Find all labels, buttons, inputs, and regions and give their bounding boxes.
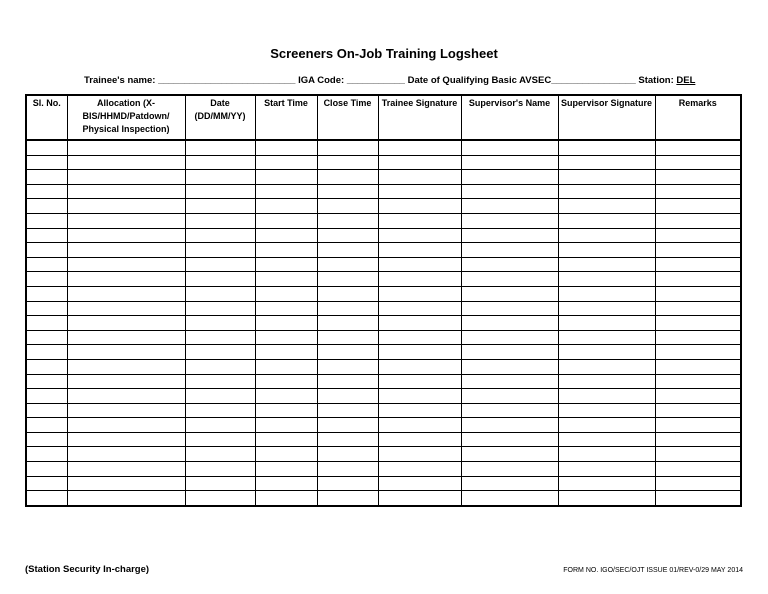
cell-allocation[interactable] xyxy=(67,432,185,447)
header-remarks: Remarks xyxy=(655,95,741,140)
qualifying-date-blank: ________________ xyxy=(551,75,636,86)
cell-close-time[interactable] xyxy=(317,418,378,433)
cell-supervisor-name[interactable] xyxy=(461,374,558,389)
cell-sl-no[interactable] xyxy=(26,462,67,477)
header-allocation: Allocation (X-BIS/HHMD/Patdown/ Physical Inspection) xyxy=(67,95,185,140)
cell-start-time[interactable] xyxy=(255,140,317,155)
table-row xyxy=(26,359,741,374)
cell-trainee-signature[interactable] xyxy=(378,155,461,170)
cell-supervisor-name[interactable] xyxy=(461,228,558,243)
cell-date[interactable] xyxy=(185,170,255,185)
cell-supervisor-name[interactable] xyxy=(461,432,558,447)
cell-allocation[interactable] xyxy=(67,170,185,185)
cell-start-time[interactable] xyxy=(255,257,317,272)
cell-remarks[interactable] xyxy=(655,184,741,199)
cell-supervisor-name[interactable] xyxy=(461,462,558,477)
cell-remarks[interactable] xyxy=(655,199,741,214)
cell-close-time[interactable] xyxy=(317,140,378,155)
cell-sl-no[interactable] xyxy=(26,316,67,331)
cell-date[interactable] xyxy=(185,184,255,199)
cell-close-time[interactable] xyxy=(317,432,378,447)
cell-sl-no[interactable] xyxy=(26,272,67,287)
cell-date[interactable] xyxy=(185,359,255,374)
cell-supervisor-signature[interactable] xyxy=(558,403,655,418)
cell-supervisor-name[interactable] xyxy=(461,199,558,214)
cell-supervisor-signature[interactable] xyxy=(558,243,655,258)
cell-date[interactable] xyxy=(185,476,255,491)
cell-sl-no[interactable] xyxy=(26,403,67,418)
cell-supervisor-name[interactable] xyxy=(461,491,558,506)
cell-sl-no[interactable] xyxy=(26,257,67,272)
cell-remarks[interactable] xyxy=(655,418,741,433)
cell-trainee-signature[interactable] xyxy=(378,199,461,214)
cell-allocation[interactable] xyxy=(67,286,185,301)
cell-sl-no[interactable] xyxy=(26,286,67,301)
cell-supervisor-name[interactable] xyxy=(461,476,558,491)
cell-close-time[interactable] xyxy=(317,184,378,199)
cell-close-time[interactable] xyxy=(317,228,378,243)
cell-sl-no[interactable] xyxy=(26,389,67,404)
cell-date[interactable] xyxy=(185,199,255,214)
cell-trainee-signature[interactable] xyxy=(378,170,461,185)
cell-start-time[interactable] xyxy=(255,359,317,374)
cell-remarks[interactable] xyxy=(655,286,741,301)
cell-supervisor-signature[interactable] xyxy=(558,301,655,316)
cell-start-time[interactable] xyxy=(255,403,317,418)
cell-remarks[interactable] xyxy=(655,462,741,477)
table-row xyxy=(26,199,741,214)
cell-supervisor-name[interactable] xyxy=(461,389,558,404)
cell-allocation[interactable] xyxy=(67,462,185,477)
cell-remarks[interactable] xyxy=(655,345,741,360)
cell-close-time[interactable] xyxy=(317,403,378,418)
cell-date[interactable] xyxy=(185,316,255,331)
table-row xyxy=(26,418,741,433)
cell-remarks[interactable] xyxy=(655,170,741,185)
cell-supervisor-name[interactable] xyxy=(461,155,558,170)
cell-supervisor-signature[interactable] xyxy=(558,389,655,404)
training-log-table xyxy=(25,94,742,507)
cell-sl-no[interactable] xyxy=(26,476,67,491)
table-row xyxy=(26,345,741,360)
cell-trainee-signature[interactable] xyxy=(378,243,461,258)
station-label: Station: xyxy=(635,75,677,86)
cell-remarks[interactable] xyxy=(655,447,741,462)
cell-date[interactable] xyxy=(185,462,255,477)
table-row xyxy=(26,389,741,404)
cell-start-time[interactable] xyxy=(255,316,317,331)
cell-date[interactable] xyxy=(185,447,255,462)
cell-allocation[interactable] xyxy=(67,243,185,258)
header-close-time: Close Time xyxy=(317,95,378,140)
trainee-details-line xyxy=(84,75,695,87)
cell-supervisor-signature[interactable] xyxy=(558,432,655,447)
cell-supervisor-name[interactable] xyxy=(461,301,558,316)
cell-close-time[interactable] xyxy=(317,476,378,491)
cell-date[interactable] xyxy=(185,213,255,228)
cell-close-time[interactable] xyxy=(317,272,378,287)
table-row xyxy=(26,374,741,389)
table-row xyxy=(26,140,741,155)
cell-allocation[interactable] xyxy=(67,257,185,272)
table-row xyxy=(26,301,741,316)
qualifying-date-label: Date of Qualifying Basic AVSEC xyxy=(404,75,552,86)
cell-start-time[interactable] xyxy=(255,389,317,404)
cell-close-time[interactable] xyxy=(317,374,378,389)
cell-remarks[interactable] xyxy=(655,213,741,228)
cell-sl-no[interactable] xyxy=(26,199,67,214)
cell-supervisor-signature[interactable] xyxy=(558,316,655,331)
cell-allocation[interactable] xyxy=(67,491,185,506)
cell-allocation[interactable] xyxy=(67,228,185,243)
cell-allocation[interactable] xyxy=(67,272,185,287)
cell-supervisor-name[interactable] xyxy=(461,345,558,360)
cell-trainee-signature[interactable] xyxy=(378,389,461,404)
cell-start-time[interactable] xyxy=(255,243,317,258)
cell-supervisor-name[interactable] xyxy=(461,140,558,155)
cell-remarks[interactable] xyxy=(655,272,741,287)
cell-trainee-signature[interactable] xyxy=(378,447,461,462)
cell-date[interactable] xyxy=(185,228,255,243)
cell-start-time[interactable] xyxy=(255,374,317,389)
cell-allocation[interactable] xyxy=(67,447,185,462)
cell-close-time[interactable] xyxy=(317,359,378,374)
table-row xyxy=(26,257,741,272)
cell-remarks[interactable] xyxy=(655,359,741,374)
table-header-row xyxy=(26,95,741,140)
cell-sl-no[interactable] xyxy=(26,228,67,243)
cell-trainee-signature[interactable] xyxy=(378,432,461,447)
cell-date[interactable] xyxy=(185,374,255,389)
cell-remarks[interactable] xyxy=(655,243,741,258)
cell-supervisor-name[interactable] xyxy=(461,272,558,287)
cell-close-time[interactable] xyxy=(317,257,378,272)
cell-trainee-signature[interactable] xyxy=(378,374,461,389)
cell-supervisor-name[interactable] xyxy=(461,316,558,331)
trainee-name-label: Trainee's name: xyxy=(84,75,159,86)
table-row xyxy=(26,228,741,243)
cell-close-time[interactable] xyxy=(317,170,378,185)
cell-supervisor-signature[interactable] xyxy=(558,213,655,228)
cell-supervisor-signature[interactable] xyxy=(558,491,655,506)
cell-allocation[interactable] xyxy=(67,184,185,199)
cell-date[interactable] xyxy=(185,140,255,155)
cell-start-time[interactable] xyxy=(255,432,317,447)
cell-date[interactable] xyxy=(185,403,255,418)
table-body xyxy=(26,140,741,506)
cell-trainee-signature[interactable] xyxy=(378,359,461,374)
cell-trainee-signature[interactable] xyxy=(378,228,461,243)
cell-trainee-signature[interactable] xyxy=(378,213,461,228)
cell-supervisor-signature[interactable] xyxy=(558,140,655,155)
cell-date[interactable] xyxy=(185,330,255,345)
cell-supervisor-signature[interactable] xyxy=(558,155,655,170)
table-row xyxy=(26,213,741,228)
cell-allocation[interactable] xyxy=(67,345,185,360)
cell-sl-no[interactable] xyxy=(26,374,67,389)
cell-allocation[interactable] xyxy=(67,418,185,433)
table-row xyxy=(26,403,741,418)
cell-allocation[interactable] xyxy=(67,403,185,418)
cell-supervisor-signature[interactable] xyxy=(558,228,655,243)
cell-supervisor-signature[interactable] xyxy=(558,330,655,345)
cell-sl-no[interactable] xyxy=(26,447,67,462)
header-supervisor-signature: Supervisor Signature xyxy=(558,95,655,140)
header-start-time: Start Time xyxy=(255,95,317,140)
cell-start-time[interactable] xyxy=(255,491,317,506)
cell-sl-no[interactable] xyxy=(26,140,67,155)
cell-allocation[interactable] xyxy=(67,316,185,331)
header-sl-no: Sl. No. xyxy=(26,95,67,140)
cell-start-time[interactable] xyxy=(255,447,317,462)
cell-trainee-signature[interactable] xyxy=(378,316,461,331)
cell-supervisor-signature[interactable] xyxy=(558,374,655,389)
cell-remarks[interactable] xyxy=(655,432,741,447)
table-row xyxy=(26,330,741,345)
cell-start-time[interactable] xyxy=(255,301,317,316)
cell-remarks[interactable] xyxy=(655,491,741,506)
table-row xyxy=(26,243,741,258)
cell-start-time[interactable] xyxy=(255,228,317,243)
cell-supervisor-signature[interactable] xyxy=(558,418,655,433)
iga-code-blank: ___________ xyxy=(346,75,405,86)
cell-trainee-signature[interactable] xyxy=(378,418,461,433)
table-row xyxy=(26,476,741,491)
cell-supervisor-name[interactable] xyxy=(461,184,558,199)
cell-supervisor-name[interactable] xyxy=(461,330,558,345)
cell-date[interactable] xyxy=(185,272,255,287)
cell-trainee-signature[interactable] xyxy=(378,272,461,287)
cell-close-time[interactable] xyxy=(317,389,378,404)
cell-date[interactable] xyxy=(185,257,255,272)
cell-remarks[interactable] xyxy=(655,389,741,404)
cell-trainee-signature[interactable] xyxy=(378,286,461,301)
cell-sl-no[interactable] xyxy=(26,359,67,374)
cell-start-time[interactable] xyxy=(255,462,317,477)
cell-remarks[interactable] xyxy=(655,257,741,272)
cell-remarks[interactable] xyxy=(655,140,741,155)
cell-date[interactable] xyxy=(185,243,255,258)
cell-date[interactable] xyxy=(185,432,255,447)
cell-supervisor-name[interactable] xyxy=(461,170,558,185)
cell-date[interactable] xyxy=(185,491,255,506)
cell-trainee-signature[interactable] xyxy=(378,491,461,506)
cell-remarks[interactable] xyxy=(655,476,741,491)
cell-allocation[interactable] xyxy=(67,330,185,345)
table-row xyxy=(26,491,741,506)
table-row xyxy=(26,462,741,477)
cell-start-time[interactable] xyxy=(255,345,317,360)
cell-start-time[interactable] xyxy=(255,286,317,301)
cell-supervisor-signature[interactable] xyxy=(558,345,655,360)
signatory-label: (Station Security In-charge) xyxy=(25,564,150,575)
cell-sl-no[interactable] xyxy=(26,184,67,199)
cell-close-time[interactable] xyxy=(317,155,378,170)
cell-close-time[interactable] xyxy=(317,447,378,462)
cell-date[interactable] xyxy=(185,389,255,404)
table-row xyxy=(26,155,741,170)
cell-close-time[interactable] xyxy=(317,199,378,214)
cell-allocation[interactable] xyxy=(67,213,185,228)
cell-remarks[interactable] xyxy=(655,155,741,170)
cell-supervisor-name[interactable] xyxy=(461,447,558,462)
cell-supervisor-name[interactable] xyxy=(461,359,558,374)
cell-supervisor-name[interactable] xyxy=(461,286,558,301)
cell-trainee-signature[interactable] xyxy=(378,476,461,491)
cell-remarks[interactable] xyxy=(655,316,741,331)
cell-close-time[interactable] xyxy=(317,491,378,506)
cell-start-time[interactable] xyxy=(255,330,317,345)
table-row xyxy=(26,432,741,447)
cell-sl-no[interactable] xyxy=(26,345,67,360)
cell-sl-no[interactable] xyxy=(26,243,67,258)
cell-start-time[interactable] xyxy=(255,272,317,287)
cell-sl-no[interactable] xyxy=(26,155,67,170)
cell-supervisor-name[interactable] xyxy=(461,403,558,418)
cell-trainee-signature[interactable] xyxy=(378,330,461,345)
cell-sl-no[interactable] xyxy=(26,301,67,316)
cell-allocation[interactable] xyxy=(67,476,185,491)
cell-remarks[interactable] xyxy=(655,301,741,316)
cell-supervisor-name[interactable] xyxy=(461,257,558,272)
cell-allocation[interactable] xyxy=(67,301,185,316)
cell-sl-no[interactable] xyxy=(26,432,67,447)
cell-supervisor-name[interactable] xyxy=(461,213,558,228)
cell-trainee-signature[interactable] xyxy=(378,184,461,199)
cell-supervisor-signature[interactable] xyxy=(558,359,655,374)
cell-close-time[interactable] xyxy=(317,213,378,228)
cell-close-time[interactable] xyxy=(317,316,378,331)
cell-sl-no[interactable] xyxy=(26,213,67,228)
table-row xyxy=(26,286,741,301)
cell-date[interactable] xyxy=(185,418,255,433)
table-row xyxy=(26,316,741,331)
cell-allocation[interactable] xyxy=(67,359,185,374)
cell-supervisor-signature[interactable] xyxy=(558,462,655,477)
cell-supervisor-signature[interactable] xyxy=(558,170,655,185)
cell-supervisor-signature[interactable] xyxy=(558,286,655,301)
cell-sl-no[interactable] xyxy=(26,418,67,433)
cell-supervisor-signature[interactable] xyxy=(558,199,655,214)
cell-close-time[interactable] xyxy=(317,330,378,345)
cell-date[interactable] xyxy=(185,345,255,360)
cell-close-time[interactable] xyxy=(317,345,378,360)
cell-supervisor-signature[interactable] xyxy=(558,447,655,462)
cell-supervisor-signature[interactable] xyxy=(558,184,655,199)
cell-allocation[interactable] xyxy=(67,374,185,389)
cell-supervisor-signature[interactable] xyxy=(558,476,655,491)
form-number: FORM NO. IGO/SEC/OJT ISSUE 01/REV-0/29 MAY 2014 xyxy=(563,567,743,574)
table-row xyxy=(26,170,741,185)
cell-remarks[interactable] xyxy=(655,374,741,389)
cell-remarks[interactable] xyxy=(655,228,741,243)
cell-sl-no[interactable] xyxy=(26,170,67,185)
cell-allocation[interactable] xyxy=(67,140,185,155)
header-date: Date (DD/MM/YY) xyxy=(185,95,255,140)
cell-supervisor-name[interactable] xyxy=(461,418,558,433)
cell-start-time[interactable] xyxy=(255,170,317,185)
cell-close-time[interactable] xyxy=(317,243,378,258)
trainee-name-blank: __________________________ xyxy=(158,75,296,86)
header-supervisor-name: Supervisor's Name xyxy=(461,95,558,140)
cell-date[interactable] xyxy=(185,155,255,170)
cell-trainee-signature[interactable] xyxy=(378,403,461,418)
header-trainee-signature: Trainee Signature xyxy=(378,95,461,140)
cell-trainee-signature[interactable] xyxy=(378,462,461,477)
document-title: Screeners On-Job Training Logsheet xyxy=(270,46,498,61)
cell-start-time[interactable] xyxy=(255,184,317,199)
station-value: DEL xyxy=(676,75,696,86)
cell-start-time[interactable] xyxy=(255,213,317,228)
cell-supervisor-name[interactable] xyxy=(461,243,558,258)
cell-close-time[interactable] xyxy=(317,462,378,477)
cell-supervisor-signature[interactable] xyxy=(558,257,655,272)
cell-allocation[interactable] xyxy=(67,389,185,404)
iga-code-label: IGA Code: xyxy=(295,75,347,86)
cell-allocation[interactable] xyxy=(67,199,185,214)
table-row xyxy=(26,272,741,287)
cell-close-time[interactable] xyxy=(317,301,378,316)
cell-start-time[interactable] xyxy=(255,418,317,433)
cell-remarks[interactable] xyxy=(655,403,741,418)
table-row xyxy=(26,184,741,199)
cell-sl-no[interactable] xyxy=(26,491,67,506)
cell-supervisor-signature[interactable] xyxy=(558,272,655,287)
cell-trainee-signature[interactable] xyxy=(378,257,461,272)
cell-start-time[interactable] xyxy=(255,155,317,170)
cell-start-time[interactable] xyxy=(255,199,317,214)
cell-close-time[interactable] xyxy=(317,286,378,301)
table-row xyxy=(26,447,741,462)
cell-trainee-signature[interactable] xyxy=(378,140,461,155)
cell-trainee-signature[interactable] xyxy=(378,301,461,316)
cell-allocation[interactable] xyxy=(67,155,185,170)
cell-remarks[interactable] xyxy=(655,330,741,345)
cell-date[interactable] xyxy=(185,286,255,301)
cell-trainee-signature[interactable] xyxy=(378,345,461,360)
cell-sl-no[interactable] xyxy=(26,330,67,345)
cell-start-time[interactable] xyxy=(255,476,317,491)
cell-date[interactable] xyxy=(185,301,255,316)
